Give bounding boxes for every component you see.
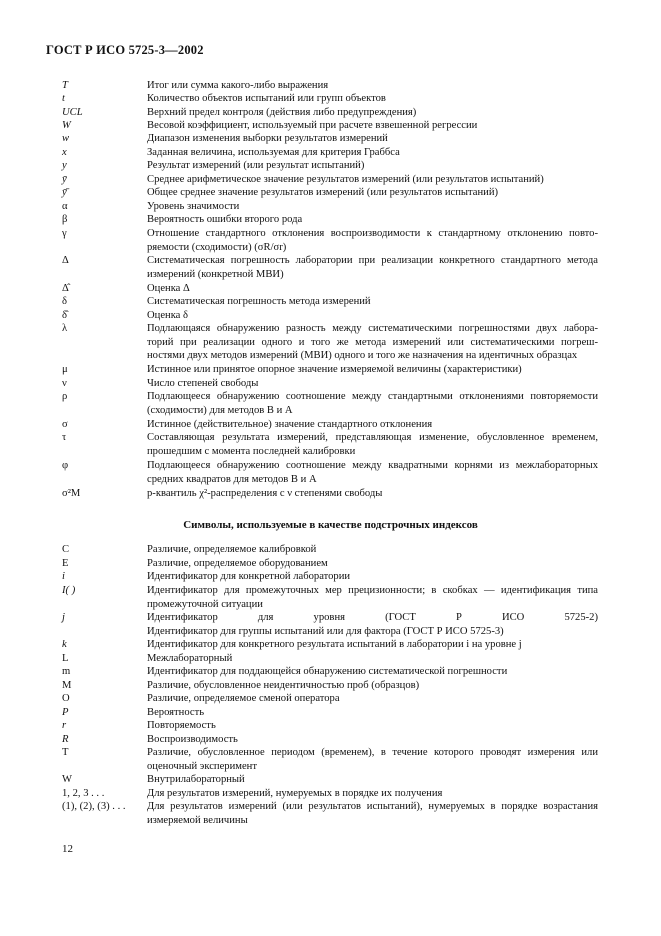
symbol-description [147, 800, 598, 827]
symbol-description [147, 106, 598, 120]
symbol-description [147, 200, 598, 214]
symbol: α [62, 201, 68, 212]
symbol: UCL [62, 107, 83, 118]
description-line: Уровень значимости [147, 201, 240, 212]
section-title: Символы, используемые в качестве подстрочных индексов [183, 519, 478, 531]
symbol: σ²M [62, 488, 81, 499]
symbol: r [62, 720, 67, 731]
description-line: Среднее арифметическое значение результатов измерений (или результатов испытаний) [147, 174, 544, 185]
symbol: x [62, 147, 67, 158]
description-line: средних квадратов для методов В и А [147, 473, 317, 485]
page-number: 12 [62, 843, 73, 855]
description-line: Оценка Δ [147, 283, 190, 294]
symbol-description [147, 679, 598, 693]
symbol: I( ) [62, 585, 76, 596]
description-line: Различие, определяемое калибровкой [147, 544, 317, 555]
symbol-description [147, 773, 598, 787]
description-line: Идентификатор для группы испытаний или для фактора (ГОСТ Р ИСО 5725-3) [147, 625, 504, 637]
description-line: Идентификатор для конкретной лаборатории [147, 571, 351, 582]
symbol-description [147, 746, 598, 773]
symbol-description [147, 665, 598, 679]
description-line: Отношение стандартного отклонения воспроизводимости к стандартному отклонению повто- [147, 228, 598, 239]
symbol-description [147, 282, 598, 296]
description-line: Вероятность [147, 707, 205, 718]
symbol-description [147, 557, 598, 571]
symbol: Δ [62, 255, 69, 266]
description-line: Общее среднее значение результатов измерений (или результатов испытаний) [147, 187, 499, 198]
description-line: (сходимости) для методов В и А [147, 404, 293, 416]
symbol: m [62, 666, 71, 677]
symbol: T [62, 747, 69, 758]
symbol: (1), (2), (3) . . . [62, 801, 126, 812]
symbol-description [147, 431, 598, 458]
description-line: Подлающееся обнаружению соотношение между стандартными отклонениями повторяемости [147, 391, 598, 402]
symbol: C [62, 544, 70, 555]
symbol: P [62, 707, 69, 718]
description-line: Составляющая результата измерений, представляющая изменение, обусловленное временем, [147, 432, 598, 443]
symbol: γ [62, 228, 67, 239]
description-line: Подлающаяся обнаружению разность между систематическими погрешностями двух лабора- [147, 323, 598, 334]
description-line: Идентификатор для уровня (ГОСТ Р ИСО 5725-2) [147, 612, 598, 623]
symbol-description [147, 570, 598, 584]
symbol-description [147, 132, 598, 146]
description-line: Количество объектов испытаний или групп объектов [147, 93, 386, 104]
symbol: j [62, 612, 65, 623]
symbol: δ̂ [62, 310, 67, 321]
symbol-description [147, 787, 598, 801]
description-line: Систематическая погрешность метода измерений [147, 296, 371, 307]
symbol: λ [62, 323, 68, 334]
symbol: E [62, 558, 69, 569]
symbol: W [62, 120, 71, 131]
symbol-description [147, 390, 598, 417]
symbol: y [62, 160, 67, 171]
symbol-description [147, 418, 598, 432]
description-line: Оценка δ [147, 310, 189, 321]
description-line: Идентификатор для поддающейся обнаружению систематической погрешности [147, 666, 508, 677]
symbol: ν [62, 378, 67, 389]
description-line: Диапазон изменения выборки результатов измерений [147, 133, 388, 144]
description-line: Весовой коэффициент, используемый при расчете взвешенной регрессии [147, 120, 478, 131]
symbol-description [147, 652, 598, 666]
description-line: Вероятность ошибки второго рода [147, 214, 303, 225]
symbol-description [147, 322, 598, 363]
symbol-description [147, 459, 598, 486]
symbol: i [62, 571, 65, 582]
symbol-description [147, 186, 598, 200]
symbol: τ [62, 432, 67, 443]
description-line: Для результатов измерений, нумеруемых в порядке их получения [147, 788, 443, 799]
symbol-description [147, 254, 598, 281]
symbol: M [62, 680, 72, 691]
symbol-description [147, 119, 598, 133]
symbol: W [62, 774, 72, 785]
symbol: ȳ [62, 174, 67, 185]
symbol: ρ [62, 391, 68, 402]
description-line: Идентификатор для промежуточных мер прецизионности; в скобках — идентификация типа [147, 585, 598, 596]
description-line: измерений (конкретной МВИ) [147, 268, 284, 280]
symbol-description [147, 227, 598, 254]
description-line: Внутрилабораторный [147, 774, 245, 785]
symbol-description [147, 159, 598, 173]
symbol: T [62, 80, 68, 91]
description-line: Итог или сумма какого-либо выражения [147, 80, 329, 91]
symbol-description [147, 719, 598, 733]
symbol: k [62, 639, 67, 650]
symbol: φ [62, 460, 69, 471]
description-line: Истинное (действительное) значение стандартного отклонения [147, 419, 433, 430]
description-line: измеряемой величины [147, 814, 248, 826]
symbol-description [147, 638, 598, 652]
symbol-description [147, 79, 598, 93]
description-line: Подлающееся обнаружению соотношение между квадратными корнями из межлабораторных [147, 460, 598, 471]
description-line: Для результатов измерений (или результатов испытаний), нумеруемых в порядке возрастания [147, 801, 598, 812]
description-line: Истинное или принятое опорное значение измеряемой величины (характеристики) [147, 364, 522, 375]
symbol-description [147, 543, 598, 557]
symbol: 1, 2, 3 . . . [62, 788, 105, 799]
symbol-description [147, 611, 598, 638]
description-line: Результат измерений (или результат испытаний) [147, 160, 365, 171]
description-line: Число степеней свободы [147, 378, 259, 389]
symbol-description [147, 692, 598, 706]
document-header: ГОСТ Р ИСО 5725-3—2002 [46, 43, 204, 57]
symbol: L [62, 653, 69, 664]
symbol: μ [62, 364, 68, 375]
symbol-description [147, 173, 598, 187]
description-line: Различие, обусловленное неидентичностью проб (образцов) [147, 680, 420, 691]
symbol-description [147, 295, 598, 309]
symbol-description [147, 377, 598, 391]
description-line: Верхний предел контроля (действия либо предупреждения) [147, 107, 417, 118]
symbol-description [147, 213, 598, 227]
symbol-description [147, 584, 598, 611]
description-line: Идентификатор для конкретного результата испытаний в лаборатории i на уровне j [147, 639, 522, 650]
description-line: Воспроизводимость [147, 734, 238, 745]
description-line: ряемости (сходимости) (σR/σr) [147, 241, 287, 253]
symbol: δ [62, 296, 67, 307]
description-line: прошедшим с момента последней калибровки [147, 445, 356, 457]
description-line: Различие, определяемое оборудованием [147, 558, 328, 569]
description-line: Различие, обусловленное периодом (временем), в течение которого проводят измерения или [147, 747, 598, 758]
description-line: оценочный эксперимент [147, 760, 257, 772]
symbol: ȳ̄ [62, 187, 67, 198]
symbol-description [147, 309, 598, 323]
symbol-description [147, 487, 598, 501]
symbol-description [147, 363, 598, 377]
symbol-description [147, 146, 598, 160]
description-line: промежуточной ситуации [147, 598, 263, 610]
description-line: Повторяемость [147, 720, 216, 731]
symbol: σ [62, 419, 68, 430]
description-line: Систематическая погрешность лаборатории при реализации конкретного стандартного метода [147, 255, 598, 266]
description-line: торий при реализации одного и того же метода измерений или систематическими погреш- [147, 336, 598, 348]
symbol: t [62, 93, 65, 104]
symbol: O [62, 693, 70, 704]
symbol: Δ̂ [62, 283, 69, 294]
description-line: Заданная величина, используемая для критерия Граббса [147, 147, 400, 158]
symbol-description [147, 733, 598, 747]
symbol: β [62, 214, 68, 225]
symbol: R [62, 734, 69, 745]
description-line: p-квантиль χ²-распределения с ν степенями свободы [147, 488, 383, 499]
symbol-description [147, 706, 598, 720]
description-line: Межлабораторный [147, 653, 233, 664]
description-line: Различие, определяемое сменой оператора [147, 693, 340, 704]
description-line: ностями двух методов измерений (МВИ) одного и того же назначения на идентичных образцах [147, 350, 578, 362]
symbol-description [147, 92, 598, 106]
symbol: w [62, 133, 70, 144]
